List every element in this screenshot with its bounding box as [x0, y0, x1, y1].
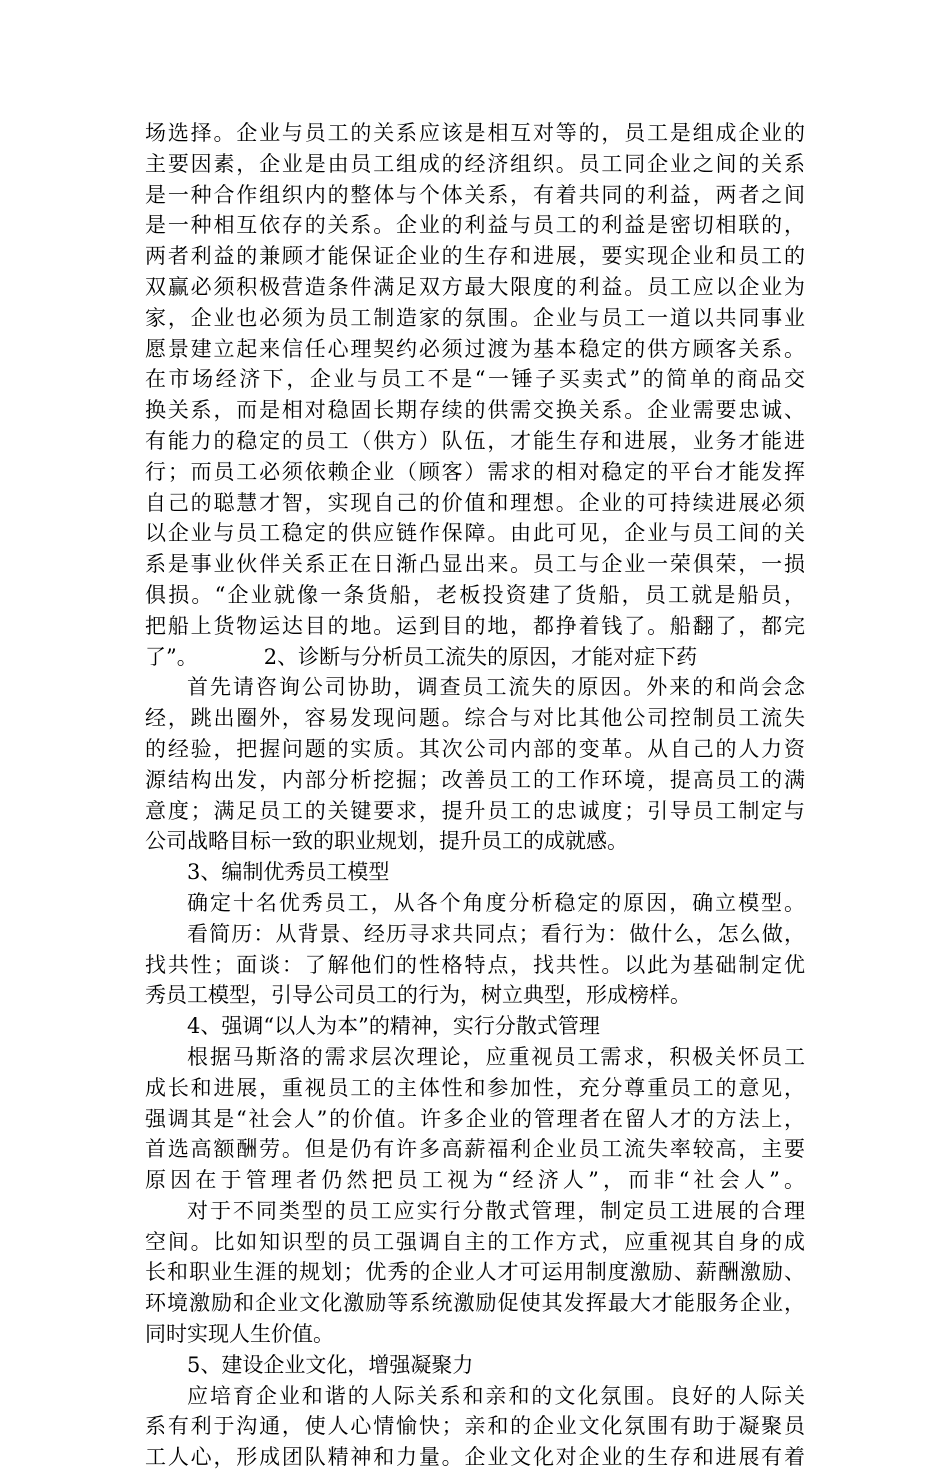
text-line: [145, 1319, 805, 1350]
text-line-content: 俱损。“企业就像一条货船，老板投资建了货船，员工就是船员，: [145, 582, 805, 607]
text-line: [145, 919, 805, 950]
text-line-content: 在市场经济下，企业与员工不是“一锤子买卖式”的简单的商品交: [145, 367, 805, 392]
text-line-content: 5、建设企业文化，增强凝聚力: [187, 1352, 474, 1377]
text-line: [145, 180, 805, 211]
text-line: [145, 272, 805, 303]
text-line-content: 强调其是“社会人”的价值。许多企业的管理者在留人才的方法上，: [145, 1106, 805, 1131]
text-line-content: 场选择。企业与员工的关系应该是相互对等的，员工是组成企业的: [145, 121, 805, 145]
text-line-content: 根据马斯洛的需求层次理论，应重视员工需求，积极关怀员工: [187, 1044, 805, 1069]
text-line-content: 秀员工模型，引导公司员工的行为，树立典型，形成榜样。: [145, 983, 691, 1008]
text-line-content: 同时实现人生价值。: [145, 1322, 334, 1347]
text-line: [145, 826, 805, 857]
text-line: [145, 888, 805, 919]
text-line: [145, 1442, 805, 1473]
text-line: [145, 1073, 805, 1104]
text-line: [145, 241, 805, 272]
text-line-content: 确定十名优秀员工，从各个角度分析稳定的原因，确立模型。: [187, 890, 805, 915]
text-line: [145, 1104, 805, 1135]
text-line: [145, 1227, 805, 1258]
text-line: [145, 210, 805, 241]
text-line-content: 双赢必须积极营造条件满足双方最大限度的利益。员工应以企业为: [145, 274, 805, 299]
text-line-content: 环境激励和企业文化激励等系统激励促使其发挥最大才能服务企业，: [145, 1291, 805, 1316]
text-line-content: 行；而员工必须依赖企业（顾客）需求的相对稳定的平台才能发挥: [145, 459, 805, 484]
text-line-content: 了”。: [145, 644, 198, 669]
text-line: [145, 1011, 805, 1042]
text-line: [145, 857, 805, 888]
text-line-content: 空间。比如知识型的员工强调自主的工作方式，应重视其自身的成: [145, 1229, 805, 1254]
text-line-content: 找共性；面谈：了解他们的性格特点，找共性。以此为基础制定优: [145, 952, 805, 977]
text-line: [145, 364, 805, 395]
text-line-content: 源结构出发，内部分析挖掘；改善员工的工作环境，提高员工的满: [145, 767, 805, 792]
text-line-content: 自己的聪慧才智，实现自己的价值和理想。企业的可持续进展必须: [145, 490, 805, 515]
text-line-content: 意度；满足员工的关键要求，提升员工的忠诚度；引导员工制定与: [145, 798, 805, 823]
text-line-content: 有能力的稳定的员工（供方）队伍，才能生存和进展，业务才能进: [145, 428, 805, 453]
text-line-content: 家，企业也必须为员工制造家的氛围。企业与员工一道以共同事业: [145, 305, 805, 330]
text-line: [145, 703, 805, 734]
text-line-content: 工人心，形成团队精神和力量。企业文化对企业的生存和进展有着: [145, 1445, 805, 1470]
text-line: [145, 457, 805, 488]
text-line-content: 长和职业生涯的规划；优秀的企业人才可运用制度激励、薪酬激励、: [145, 1260, 805, 1285]
text-line: [145, 1134, 805, 1165]
text-line: [145, 118, 805, 149]
text-line-content: 系有利于沟通，使人心情愉快；亲和的企业文化氛围有助于凝聚员: [145, 1414, 805, 1439]
text-line: [145, 1381, 805, 1412]
text-line: [145, 765, 805, 796]
text-line: [145, 1196, 805, 1227]
text-line: [145, 1042, 805, 1073]
text-line: [145, 642, 805, 673]
text-line: [145, 1288, 805, 1319]
text-line-content: 的经验，把握问题的实质。其次公司内部的变革。从自己的人力资: [145, 736, 805, 761]
text-line: [145, 611, 805, 642]
text-line: [145, 426, 805, 457]
text-line: [145, 734, 805, 765]
text-line: [145, 1257, 805, 1288]
text-line: [145, 334, 805, 365]
text-line: [145, 518, 805, 549]
text-line: [145, 549, 805, 580]
text-line: [145, 1411, 805, 1442]
text-line: [145, 1165, 805, 1196]
text-line-content: 主要因素，企业是由员工组成的经济组织。员工同企业之间的关系: [145, 151, 805, 176]
text-line-content: 系是事业伙伴关系正在日渐凸显出来。员工与企业一荣俱荣，一损: [145, 552, 805, 577]
text-line-content: 是一种相互依存的关系。企业的利益与员工的利益是密切相联的，: [145, 213, 805, 238]
section-heading: 2、诊断与分析员工流失的原因，才能对症下药: [263, 644, 698, 669]
text-line-content: 两者利益的兼顾才能保证企业的生存和进展，要实现企业和员工的: [145, 244, 805, 269]
document-body: [145, 118, 805, 1473]
text-line: [145, 580, 805, 611]
text-line-content: 以企业与员工稳定的供应链作保障。由此可见，企业与员工间的关: [145, 521, 805, 546]
text-line: [145, 395, 805, 426]
text-line-content: 4、强调“以人为本”的精神，实行分散式管理: [187, 1014, 600, 1039]
text-line: [145, 980, 805, 1011]
text-line: [145, 149, 805, 180]
text-line-content: 是一种合作组织内的整体与个体关系，有着共同的利益，两者之间: [145, 182, 805, 207]
text-line-content: 应培育企业和谐的人际关系和亲和的文化氛围。良好的人际关: [187, 1383, 805, 1408]
text-line-content: 公司战略目标一致的职业规划，提升员工的成就感。: [145, 829, 628, 854]
text-line-content: 3、编制优秀员工模型: [187, 860, 390, 885]
text-line-content: 换关系，而是相对稳固长期存续的供需交换关系。企业需要忠诚、: [145, 398, 805, 423]
text-line: [145, 796, 805, 827]
text-line: [145, 303, 805, 334]
text-line: [145, 488, 805, 519]
text-line: [145, 672, 805, 703]
text-line: [145, 1350, 805, 1381]
text-line-content: 愿景建立起来信任心理契约必须过渡为基本稳定的供方顾客关系。: [145, 336, 805, 361]
text-line-content: 原因在于管理者仍然把员工视为“经济人”，而非“社会人”。: [145, 1168, 805, 1193]
text-line-content: 把船上货物运达目的地。运到目的地，都挣着钱了。船翻了，都完: [145, 613, 805, 638]
text-line-content: 成长和进展，重视员工的主体性和参加性，充分尊重员工的意见，: [145, 1075, 805, 1100]
text-line-content: 首选高额酬劳。但是仍有许多高薪福利企业员工流失率较高，主要: [145, 1137, 805, 1162]
text-line-content: 看简历：从背景、经历寻求共同点；看行为：做什么，怎么做，: [187, 921, 805, 946]
text-line-content: 对于不同类型的员工应实行分散式管理，制定员工进展的合理: [187, 1198, 805, 1223]
text-line-content: 经，跳出圈外，容易发现问题。综合与对比其他公司控制员工流失: [145, 706, 805, 731]
text-line-content: 首先请咨询公司协助，调查员工流失的原因。外来的和尚会念: [187, 675, 805, 700]
text-line: [145, 950, 805, 981]
